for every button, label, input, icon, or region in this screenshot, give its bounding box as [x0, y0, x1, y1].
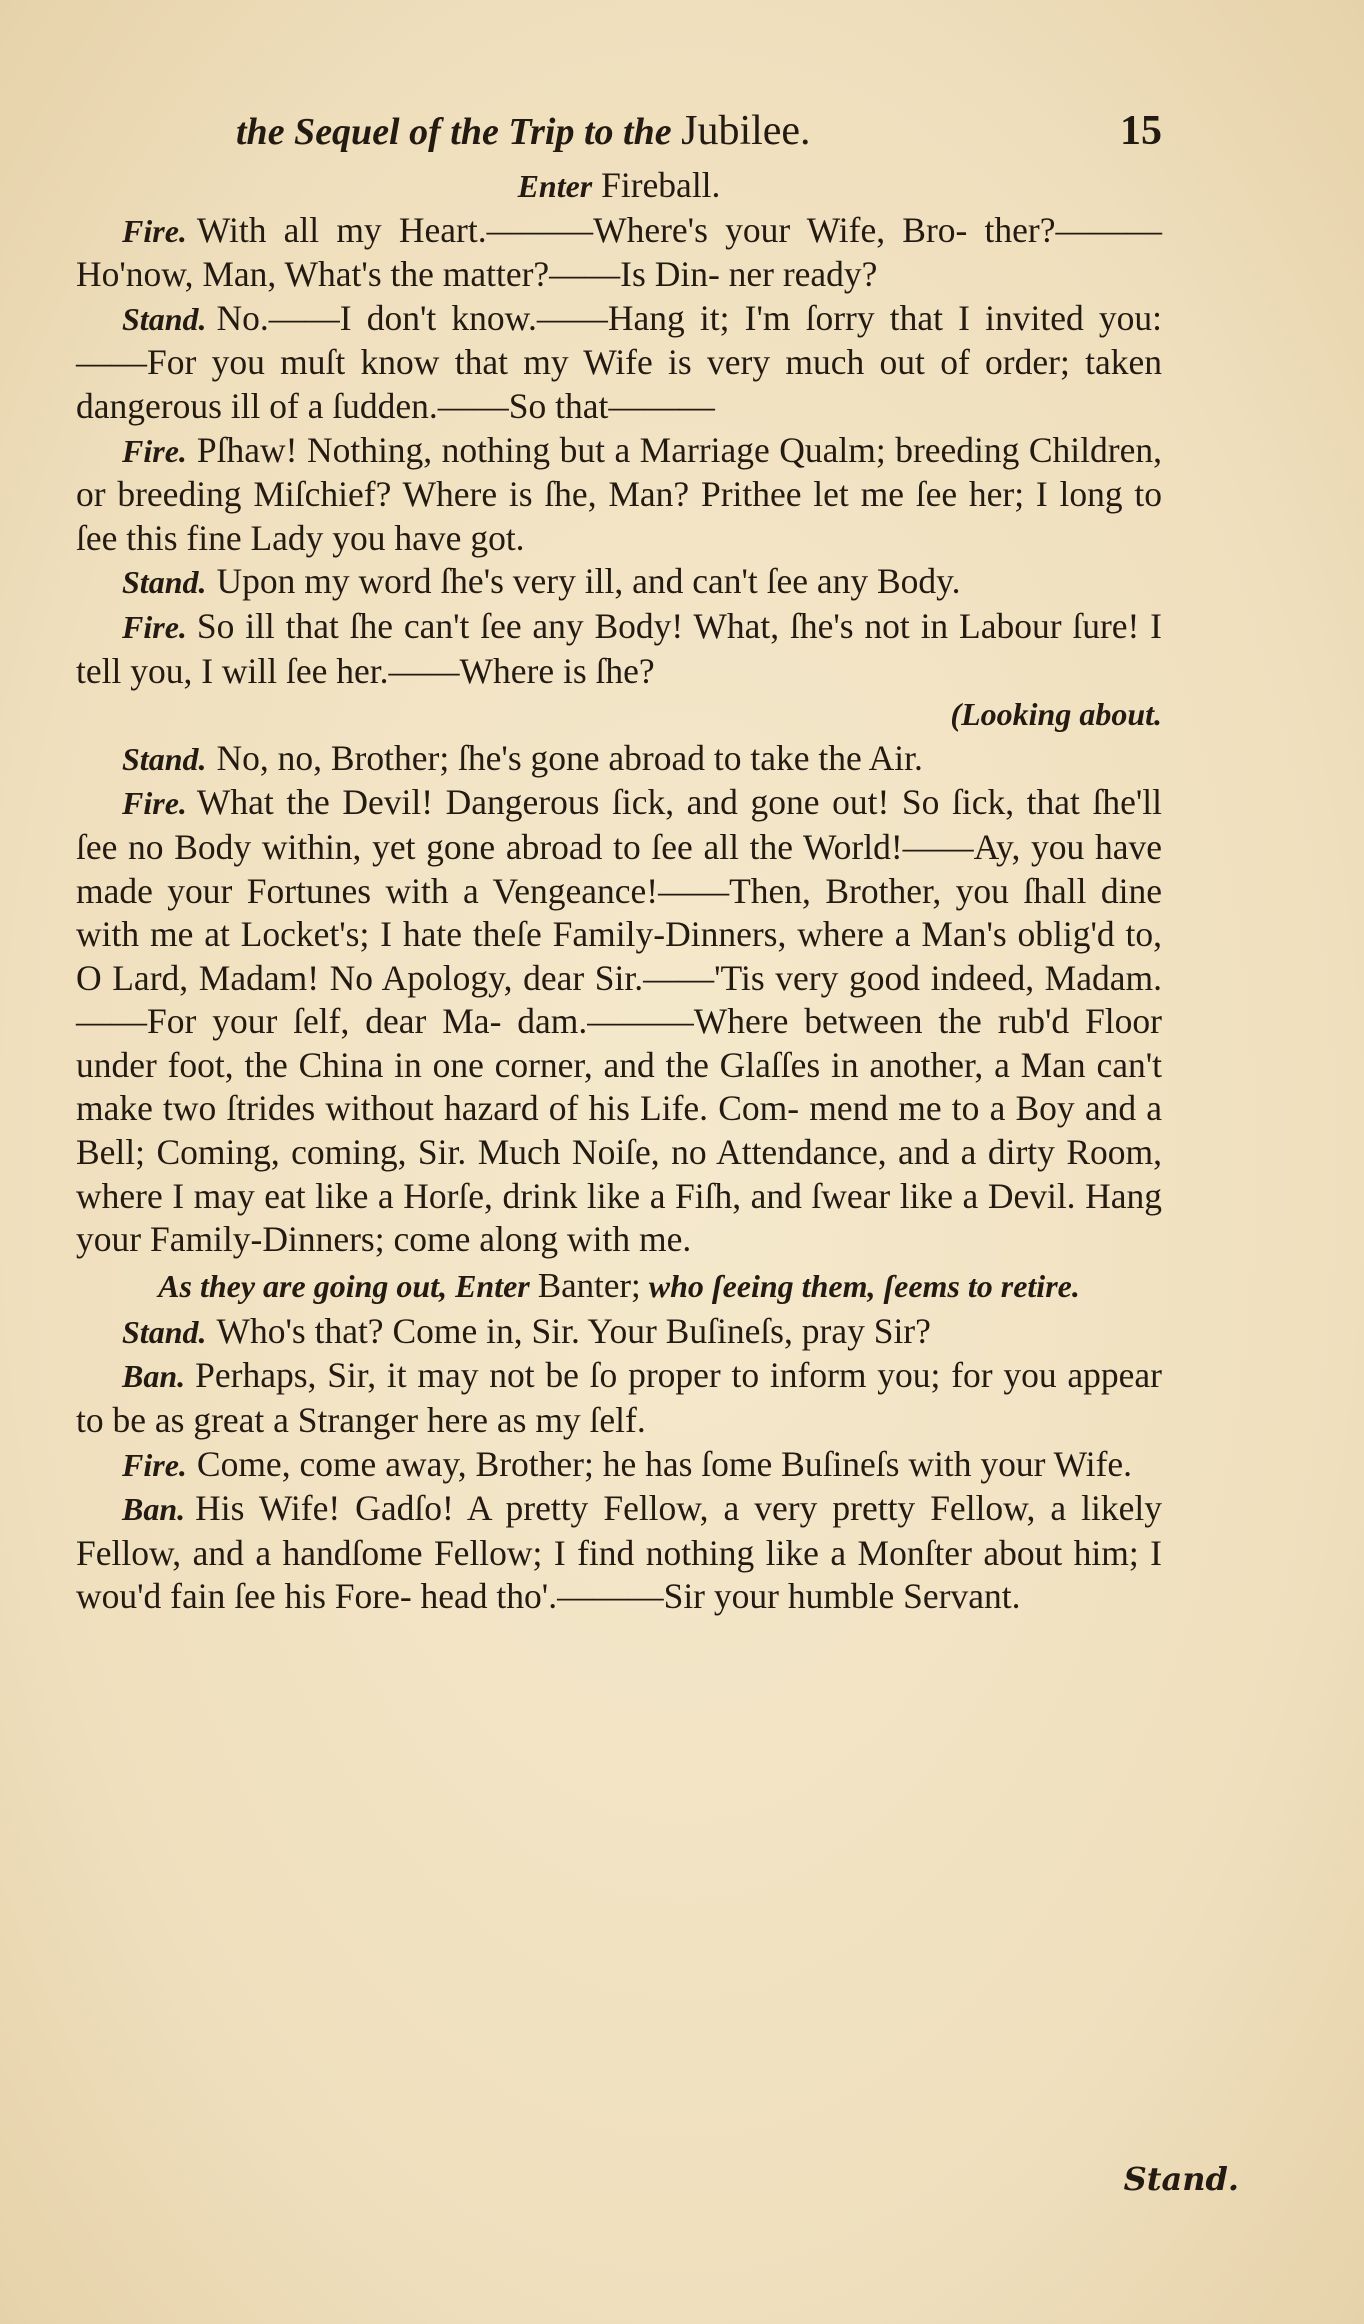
speech-line: Ban. His Wife! Gadſo! A pretty Fellow, a very pretty Fellow, a likely Fellow, and a handſome Fellow; I find nothing like a Monſter about him; I wou'd fain ſee his Fore- head tho'.———Sir your humble Servant.: [76, 1488, 1162, 1617]
speech-line: Stand. Who's that? Come in, Sir. Your Buſineſs, pray Sir?: [122, 1310, 931, 1351]
speech-line: Stand. No, no, Brother; ſhe's gone abroad to take the Air.: [122, 737, 923, 778]
speech-line: Fire. What the Devil! Dangerous ſick, and gone out! So ſick, that ſhe'll ſee no Body within, yet gone abroad to ſee all the World!——Ay, you have made your Fortunes with a Vengeance!——Then, Brother, you ſhall dine with me at Locket's; I hate theſe Family-Dinners, where a Man's oblig'd to, O Lard, Madam! No Apology, dear Sir.——'Tis very good indeed, Madam.——For your ſelf, dear Ma- dam.———Where between the rub'd Floor under foot, the China in one corner, and the Glaſſes in another, a Man can't make two ſtrides without hazard of his Life. Com- mend me to a Boy and a Bell; Coming, coming, Sir. Much Noiſe, no Attendance, and a dirty Room, where I may eat like a Horſe, drink like a Fiſh, and ſwear like a Devil. Hang your Family-Dinners; come along with me.: [76, 782, 1162, 1260]
page-header: [76, 110, 1162, 158]
speech-line: Fire. With all my Heart.———Where's your Wife, Bro- ther?———Ho'now, Man, What's the matter?——Is Din- ner ready?: [76, 209, 1162, 295]
page-text-block: [76, 110, 1162, 1619]
speech-line: Stand. No.——I don't know.——Hang it; I'm ſorry that I invited you:——For you muſt know that my Wife is very much out of order; taken dangerous ill of a ſudden.——So that———: [76, 297, 1162, 426]
speech-line: Fire. Come, come away, Brother; he has ſome Buſineſs with your Wife.: [122, 1443, 1133, 1484]
speech-line: Fire. Pſhaw! Nothing, nothing but a Marriage Qualm; breeding Children, or breeding Miſchief? Where is ſhe, Man? Prithee let me ſee her; I long to ſee this fine Lady you have got.: [76, 429, 1162, 558]
stage-direction-exit: As they are going out, Enter Banter; who ſeeing them, ſeems to retire.: [158, 1265, 1080, 1305]
stage-direction-enter: Enter Fireball.: [517, 165, 721, 205]
page-number: 15: [1120, 108, 1162, 154]
stage-direction-aside: (Looking about.: [950, 696, 1162, 733]
running-head: the Sequel of the Trip to the Jubilee.: [236, 108, 811, 154]
catchword: Stand.: [1123, 2160, 1239, 2198]
speech-line: Stand. Upon my word ſhe's very ill, and can't ſee any Body.: [122, 561, 961, 602]
speech-line: Fire. So ill that ſhe can't ſee any Body! What, ſhe's not in Labour ſure! I tell you, I will ſee her.——Where is ſhe?: [76, 605, 1162, 691]
speech-line: Ban. Perhaps, Sir, it may not be ſo proper to inform you; for you appear to be as great a Stranger here as my ſelf.: [76, 1355, 1162, 1441]
